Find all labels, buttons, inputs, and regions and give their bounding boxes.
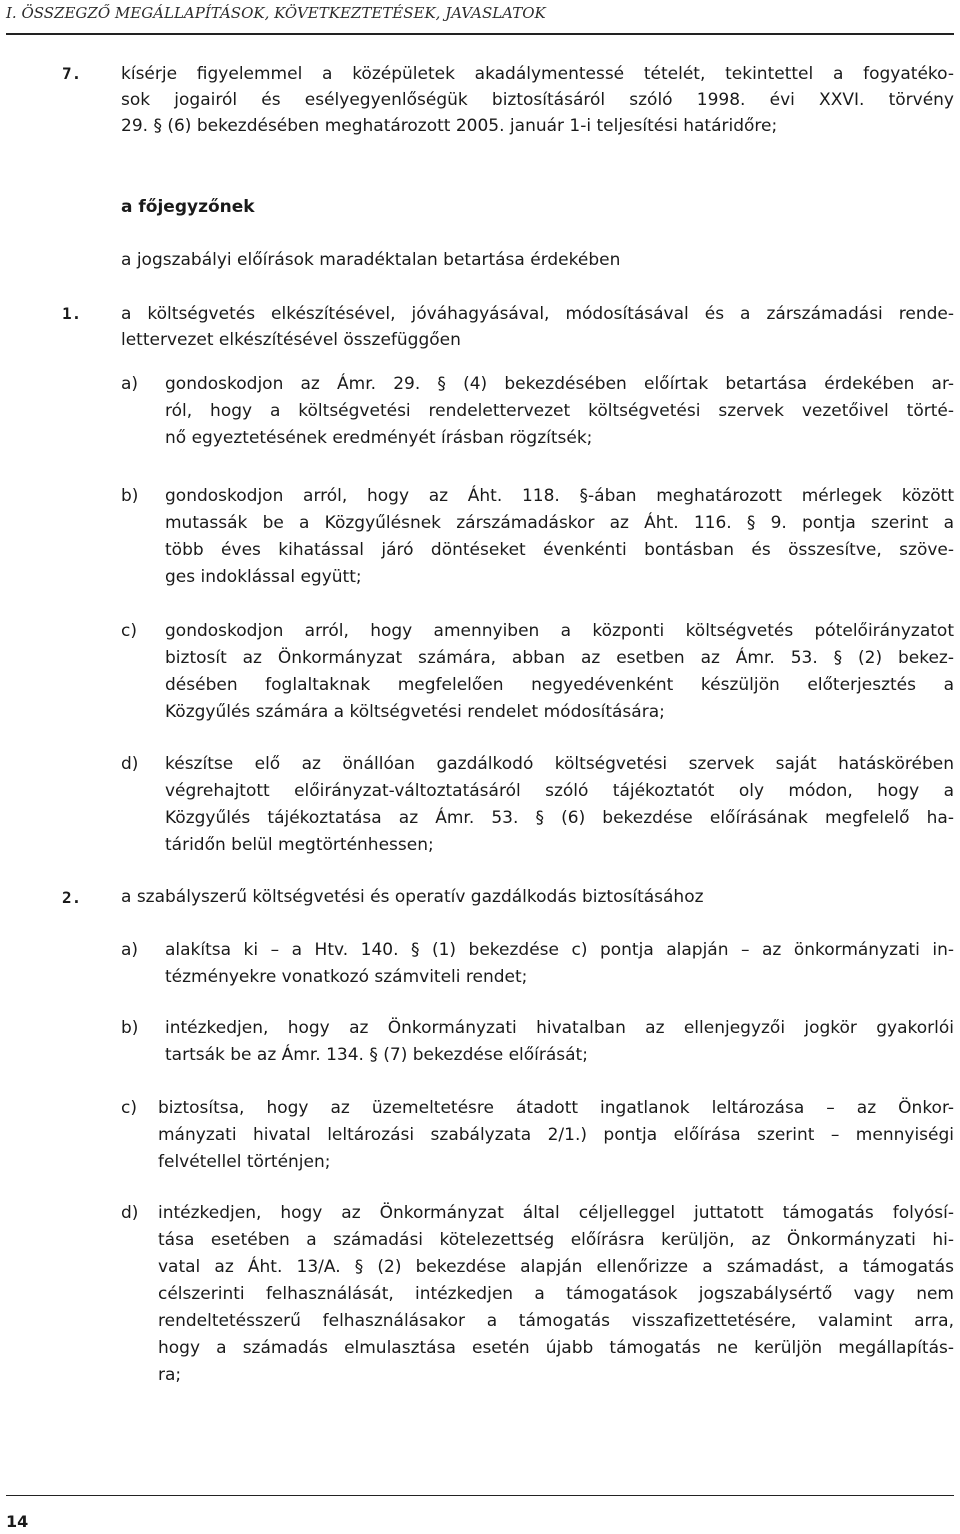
text-line: több éves kihatással járó döntéseket évenkénti bontásban és összesítve, szöve- [165, 540, 954, 560]
subitem-2c [158, 1095, 954, 1176]
text-line: rendeltetésszerű felhasználásakor a támogatás visszafizettetésére, valamint arra, [158, 1311, 954, 1331]
text-line: kísérje figyelemmel a középületek akadálymentessé tételét, tekintettel a fogyatéko- [121, 64, 954, 84]
text-line: nő egyeztetésének eredményét írásban rögzítsék; [165, 428, 593, 448]
subitem-1d [165, 751, 954, 859]
subitem-label: d) [121, 1203, 139, 1223]
text-line: intézkedjen, hogy az Önkormányzati hivatalban az ellenjegyzői jogkör gyakorlói [165, 1018, 954, 1038]
page-number: 14 [6, 1512, 29, 1531]
text-line: mutassák be a Közgyűlésnek zárszámadáskor az Áht. 116. § 9. pontja szerint a [165, 513, 954, 533]
text-line: felvétellel történjen; [158, 1152, 331, 1172]
text-line: sok jogairól és esélyegyenlőségük biztosításáról szóló 1998. évi XXVI. törvény [121, 90, 954, 110]
item-number: 2. [62, 888, 82, 907]
text-line: mányzati hivatal leltározási szabályzata 2/1.) pontja előírása szerint – mennyiségi [158, 1125, 954, 1145]
text-line: intézkedjen, hogy az Önkormányzat által céljelleggel juttatott támogatás folyósí- [158, 1203, 954, 1223]
footer-divider [6, 1495, 954, 1496]
subitem-label: b) [121, 1018, 139, 1038]
text-line: gondoskodjon az Ámr. 29. § (4) bekezdésében előírtak betartása érdekében ar- [165, 374, 954, 394]
subitem-label: b) [121, 486, 139, 506]
subitem-label: c) [121, 621, 137, 641]
text-line: a költségvetés elkészítésével, jóváhagyásával, módosításával és a zárszámadási rende- [121, 304, 954, 324]
text-line: alakítsa ki – a Htv. 140. § (1) bekezdése c) pontja alapján – az önkormányzati in- [165, 940, 954, 960]
text-line: désében foglaltaknak megfelelően negyedévenként készüljön előterjesztés a [165, 675, 954, 695]
paragraph-item-1 [121, 301, 954, 353]
text-line: vatal az Áht. 13/A. § (2) bekezdése alapján ellenőrizze a számadást, a támogatás [158, 1257, 954, 1277]
text-line: tézményekre vonatkozó számviteli rendet; [165, 967, 528, 987]
text-line: Közgyűlés tájékoztatása az Ámr. 53. § (6) bekezdése előírásának megfelelő ha- [165, 808, 954, 828]
text-line: lettervezet elkészítésével összefüggően [121, 330, 461, 350]
subitem-label: d) [121, 754, 139, 774]
text-line: tartsák be az Ámr. 134. § (7) bekezdése előírását; [165, 1045, 588, 1065]
text-line: ról, hogy a költségvetési rendelettervezet költségvetési szervek vezetőivel törté- [165, 401, 954, 421]
subitem-1a [165, 371, 954, 452]
subitem-1c [165, 618, 954, 726]
text-line: gondoskodjon arról, hogy amennyiben a központi költségvetés pótelőirányzatot [165, 621, 954, 641]
item-number: 7. [62, 64, 82, 83]
text-line: táridőn belül megtörténhessen; [165, 835, 434, 855]
text-line: Közgyűlés számára a költségvetési rendelet módosítására; [165, 702, 665, 722]
paragraph-item-7 [121, 61, 954, 139]
paragraph-item-2: a szabályszerű költségvetési és operatív gazdálkodás biztosításához [121, 887, 704, 907]
subitem-2a [165, 937, 954, 991]
header-divider [6, 33, 954, 35]
section-heading: a főjegyzőnek [121, 197, 255, 217]
text-line: készítse elő az önállóan gazdálkodó költségvetési szervek saját hatáskörében [165, 754, 954, 774]
text-line: ra; [158, 1365, 182, 1385]
section-subheading: a jogszabályi előírások maradéktalan betartása érdekében [121, 250, 621, 270]
item-number: 1. [62, 304, 82, 323]
text-line: biztosít az Önkormányzat számára, abban az esetben az Ámr. 53. § (2) bekez- [165, 648, 954, 668]
subitem-1b [165, 483, 954, 591]
text-line: hogy a számadás elmulasztása esetén újabb támogatás ne kerüljön megállapítás- [158, 1338, 954, 1358]
text-line: végrehajtott előirányzat-változtatásáról szóló tájékoztatót oly módon, hogy a [165, 781, 954, 801]
subitem-label: a) [121, 374, 139, 394]
text-line: gondoskodjon arról, hogy az Áht. 118. §-ában meghatározott mérlegek között [165, 486, 954, 506]
text-line: biztosítsa, hogy az üzemeltetésre átadott ingatlanok leltározása – az Önkor- [158, 1098, 954, 1118]
subitem-2d [158, 1200, 954, 1389]
text-line: ges indoklással együtt; [165, 567, 362, 587]
subitem-2b [165, 1015, 954, 1069]
subitem-label: c) [121, 1098, 137, 1118]
text-line: célszerinti felhasználását, intézkedjen a támogatások jogszabálysértő vagy nem [158, 1284, 954, 1304]
text-line: tása esetében a számadási kötelezettség előírásra kerüljön, az Önkormányzati hi- [158, 1230, 954, 1250]
subitem-label: a) [121, 940, 139, 960]
text-line: 29. § (6) bekezdésében meghatározott 2005. január 1-i teljesítési határidőre; [121, 116, 778, 136]
page-header: I. ÖSSZEGZŐ MEGÁLLAPÍTÁSOK, KÖVETKEZTETÉSEK, JAVASLATOK [6, 4, 546, 22]
